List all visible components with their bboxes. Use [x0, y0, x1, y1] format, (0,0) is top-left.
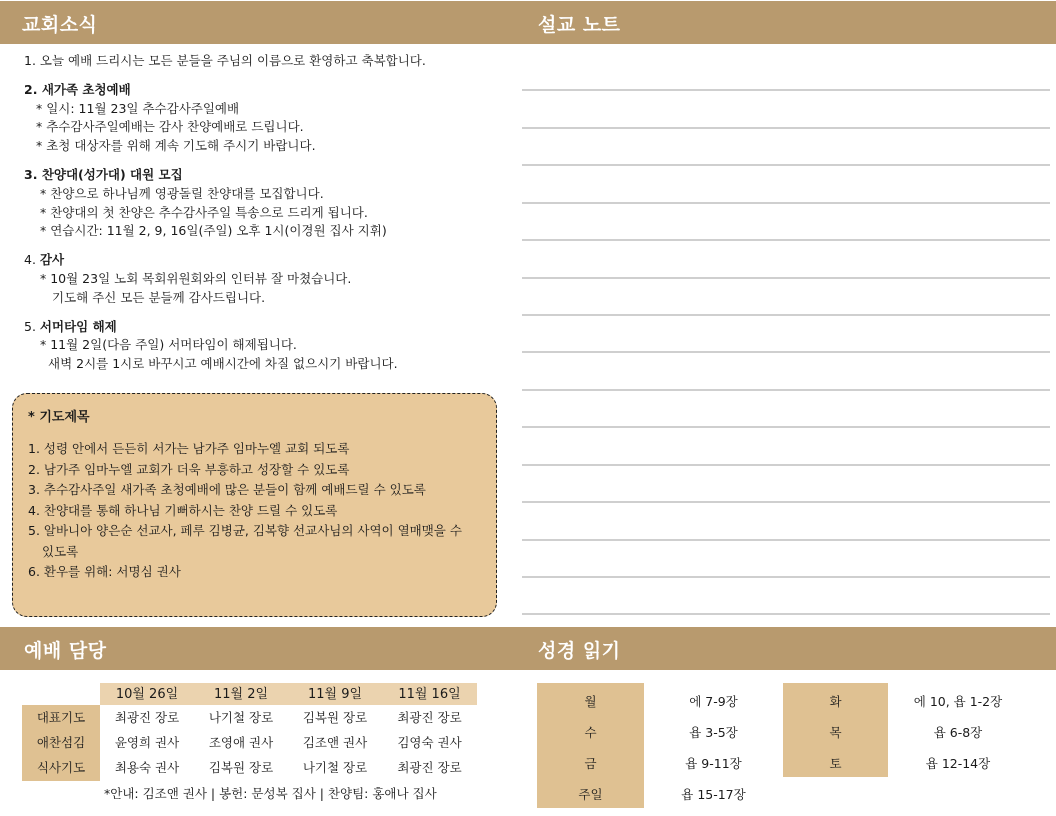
prayer-item: 6. 환우를 위해: 서명심 권사 — [28, 564, 181, 579]
prayer-item-continuation: 있도록 — [42, 543, 79, 559]
duty-cell: 김조앤 권사 — [302, 735, 368, 750]
note-line — [522, 164, 1050, 166]
role-label: 대표기도 — [36, 710, 86, 725]
news-item-4 — [24, 251, 504, 307]
news-item-line: * 추수감사주일예배는 감사 찬양예배로 드립니다. — [36, 119, 304, 135]
news-item-line: * 찬양대의 첫 찬양은 추수감사주일 특송으로 드리게 됩니다. — [40, 204, 368, 220]
news-item-line: 새벽 2시를 1시로 바꾸시고 예배시간에 차질 없으시기 바랍니다. — [48, 356, 398, 372]
news-item-5 — [24, 318, 504, 374]
duty-cell: 최광진 장로 — [114, 710, 180, 725]
note-line — [522, 539, 1050, 541]
news-item-line: * 11월 2일(다음 주일) 서머타임이 해제됩니다. — [40, 337, 297, 353]
news-item-line: * 연습시간: 11월 2, 9, 16일(주일) 오후 1시(이경원 집사 지휘) — [40, 223, 387, 239]
reading-value: 에 10, 욥 1-2장 — [913, 694, 1003, 709]
news-header-title: 교회소식 — [22, 14, 98, 36]
prayer-item: 4. 찬양대를 통해 하나님 기뻐하시는 찬양 드릴 수 있도록 — [28, 502, 338, 518]
note-line — [522, 501, 1050, 503]
duty-cell: 최광진 장로 — [397, 760, 462, 775]
day-label: 월 — [584, 694, 597, 709]
duty-cell: 김복원 장로 — [302, 710, 368, 725]
note-line — [522, 351, 1050, 353]
note-line — [522, 89, 1050, 91]
reading-value: 욥 12-14장 — [925, 756, 991, 771]
duty-cell: 김영숙 권사 — [397, 735, 462, 750]
note-line — [522, 239, 1050, 241]
sermon-notes-header-title: 설교 노트 — [538, 14, 621, 36]
reading-value: 에 7-9장 — [689, 694, 738, 709]
note-line — [522, 426, 1050, 428]
news-item-text: 1. 오늘 예배 드리시는 모든 분들을 주님의 이름으로 환영하고 축복합니다. — [24, 53, 426, 68]
date-header: 10월 26일 — [115, 687, 179, 702]
church-news — [24, 52, 504, 384]
news-item-3 — [24, 166, 504, 241]
date-header: 11월 16일 — [398, 687, 461, 702]
note-line — [522, 314, 1050, 316]
prayer-title: * 기도제목 — [28, 410, 90, 425]
prayer-item: 2. 남가주 임마누엘 교회가 더욱 부흥하고 성장할 수 있도록 — [28, 461, 350, 477]
date-header: 11월 2일 — [213, 687, 269, 702]
duty-cell: 조영애 권사 — [208, 735, 274, 750]
prayer-item: 3. 추수감사주일 새가족 초청예배에 많은 분들이 함께 예배드릴 수 있도록 — [28, 482, 426, 497]
note-line — [522, 389, 1050, 391]
prayer-item: 1. 성령 안에서 든든히 서가는 남가주 임마누엘 교회 되도록 — [28, 441, 350, 456]
duty-cell: 김복원 장로 — [208, 760, 274, 775]
news-item-1 — [24, 52, 504, 71]
day-label: 수 — [584, 725, 597, 740]
prayer-item: 5. 알바니아 양은순 선교사, 페루 김병균, 김복향 선교사님의 사역이 열매맺을 수 — [28, 523, 462, 538]
duty-cell: 윤영희 권사 — [114, 735, 180, 750]
duty-footnote: *안내: 김조앤 권사 | 봉헌: 문성복 집사 | 찬양팀: 홍애나 집사 — [104, 786, 437, 801]
note-line — [522, 277, 1050, 279]
bible-reading-header-title: 성경 읽기 — [538, 640, 621, 662]
bottom-header-bar — [0, 627, 1056, 670]
news-item-line: * 찬양으로 하나님께 영광돌릴 찬양대를 모집합니다. — [40, 185, 324, 201]
note-line — [522, 576, 1050, 578]
news-item-2 — [24, 81, 504, 156]
news-item-heading: 2. 새가족 초청예배 — [24, 81, 131, 97]
reading-value: 욥 15-17장 — [681, 787, 746, 802]
day-label: 금 — [584, 756, 597, 771]
news-item-heading: 3. 찬양대(성가대) 대원 모집 — [24, 166, 183, 182]
news-item-line: * 일시: 11월 23일 추수감사주일예배 — [36, 100, 240, 116]
news-item-heading: 5. 서머타임 해제 — [24, 318, 117, 334]
reading-value: 욥 6-8장 — [933, 725, 983, 740]
prayer-list — [28, 439, 482, 583]
news-item-line: 기도해 주신 모든 분들께 감사드립니다. — [52, 289, 266, 305]
reading-value: 욥 3-5장 — [689, 725, 738, 740]
news-item-line: * 10월 23일 노회 목회위원회와의 인터뷰 잘 마쳤습니다. — [40, 270, 352, 286]
date-header: 11월 9일 — [307, 687, 363, 702]
day-label: 화 — [829, 694, 842, 709]
note-line — [522, 127, 1050, 129]
duty-cell: 나기철 장로 — [208, 710, 274, 725]
prayer-requests-box — [12, 393, 497, 617]
duty-cell: 나기철 장로 — [302, 760, 368, 775]
worship-duty-header-title: 예배 담당 — [24, 640, 107, 662]
top-header-bar — [0, 1, 1056, 44]
day-label: 토 — [829, 756, 842, 771]
role-label: 식사기도 — [36, 760, 86, 775]
note-line — [522, 464, 1050, 466]
duty-cell: 최광진 장로 — [397, 710, 462, 725]
news-item-line: * 초청 대상자를 위해 계속 기도해 주시기 바랍니다. — [36, 138, 316, 154]
day-label: 주일 — [578, 787, 603, 802]
day-label: 목 — [829, 725, 842, 740]
duty-cell: 최용숙 권사 — [114, 760, 180, 775]
note-line — [522, 202, 1050, 204]
note-line — [522, 613, 1050, 615]
role-label: 애찬섬김 — [36, 735, 86, 750]
reading-value: 욥 9-11장 — [685, 756, 742, 771]
news-item-heading: 4. 감사 — [24, 252, 65, 268]
